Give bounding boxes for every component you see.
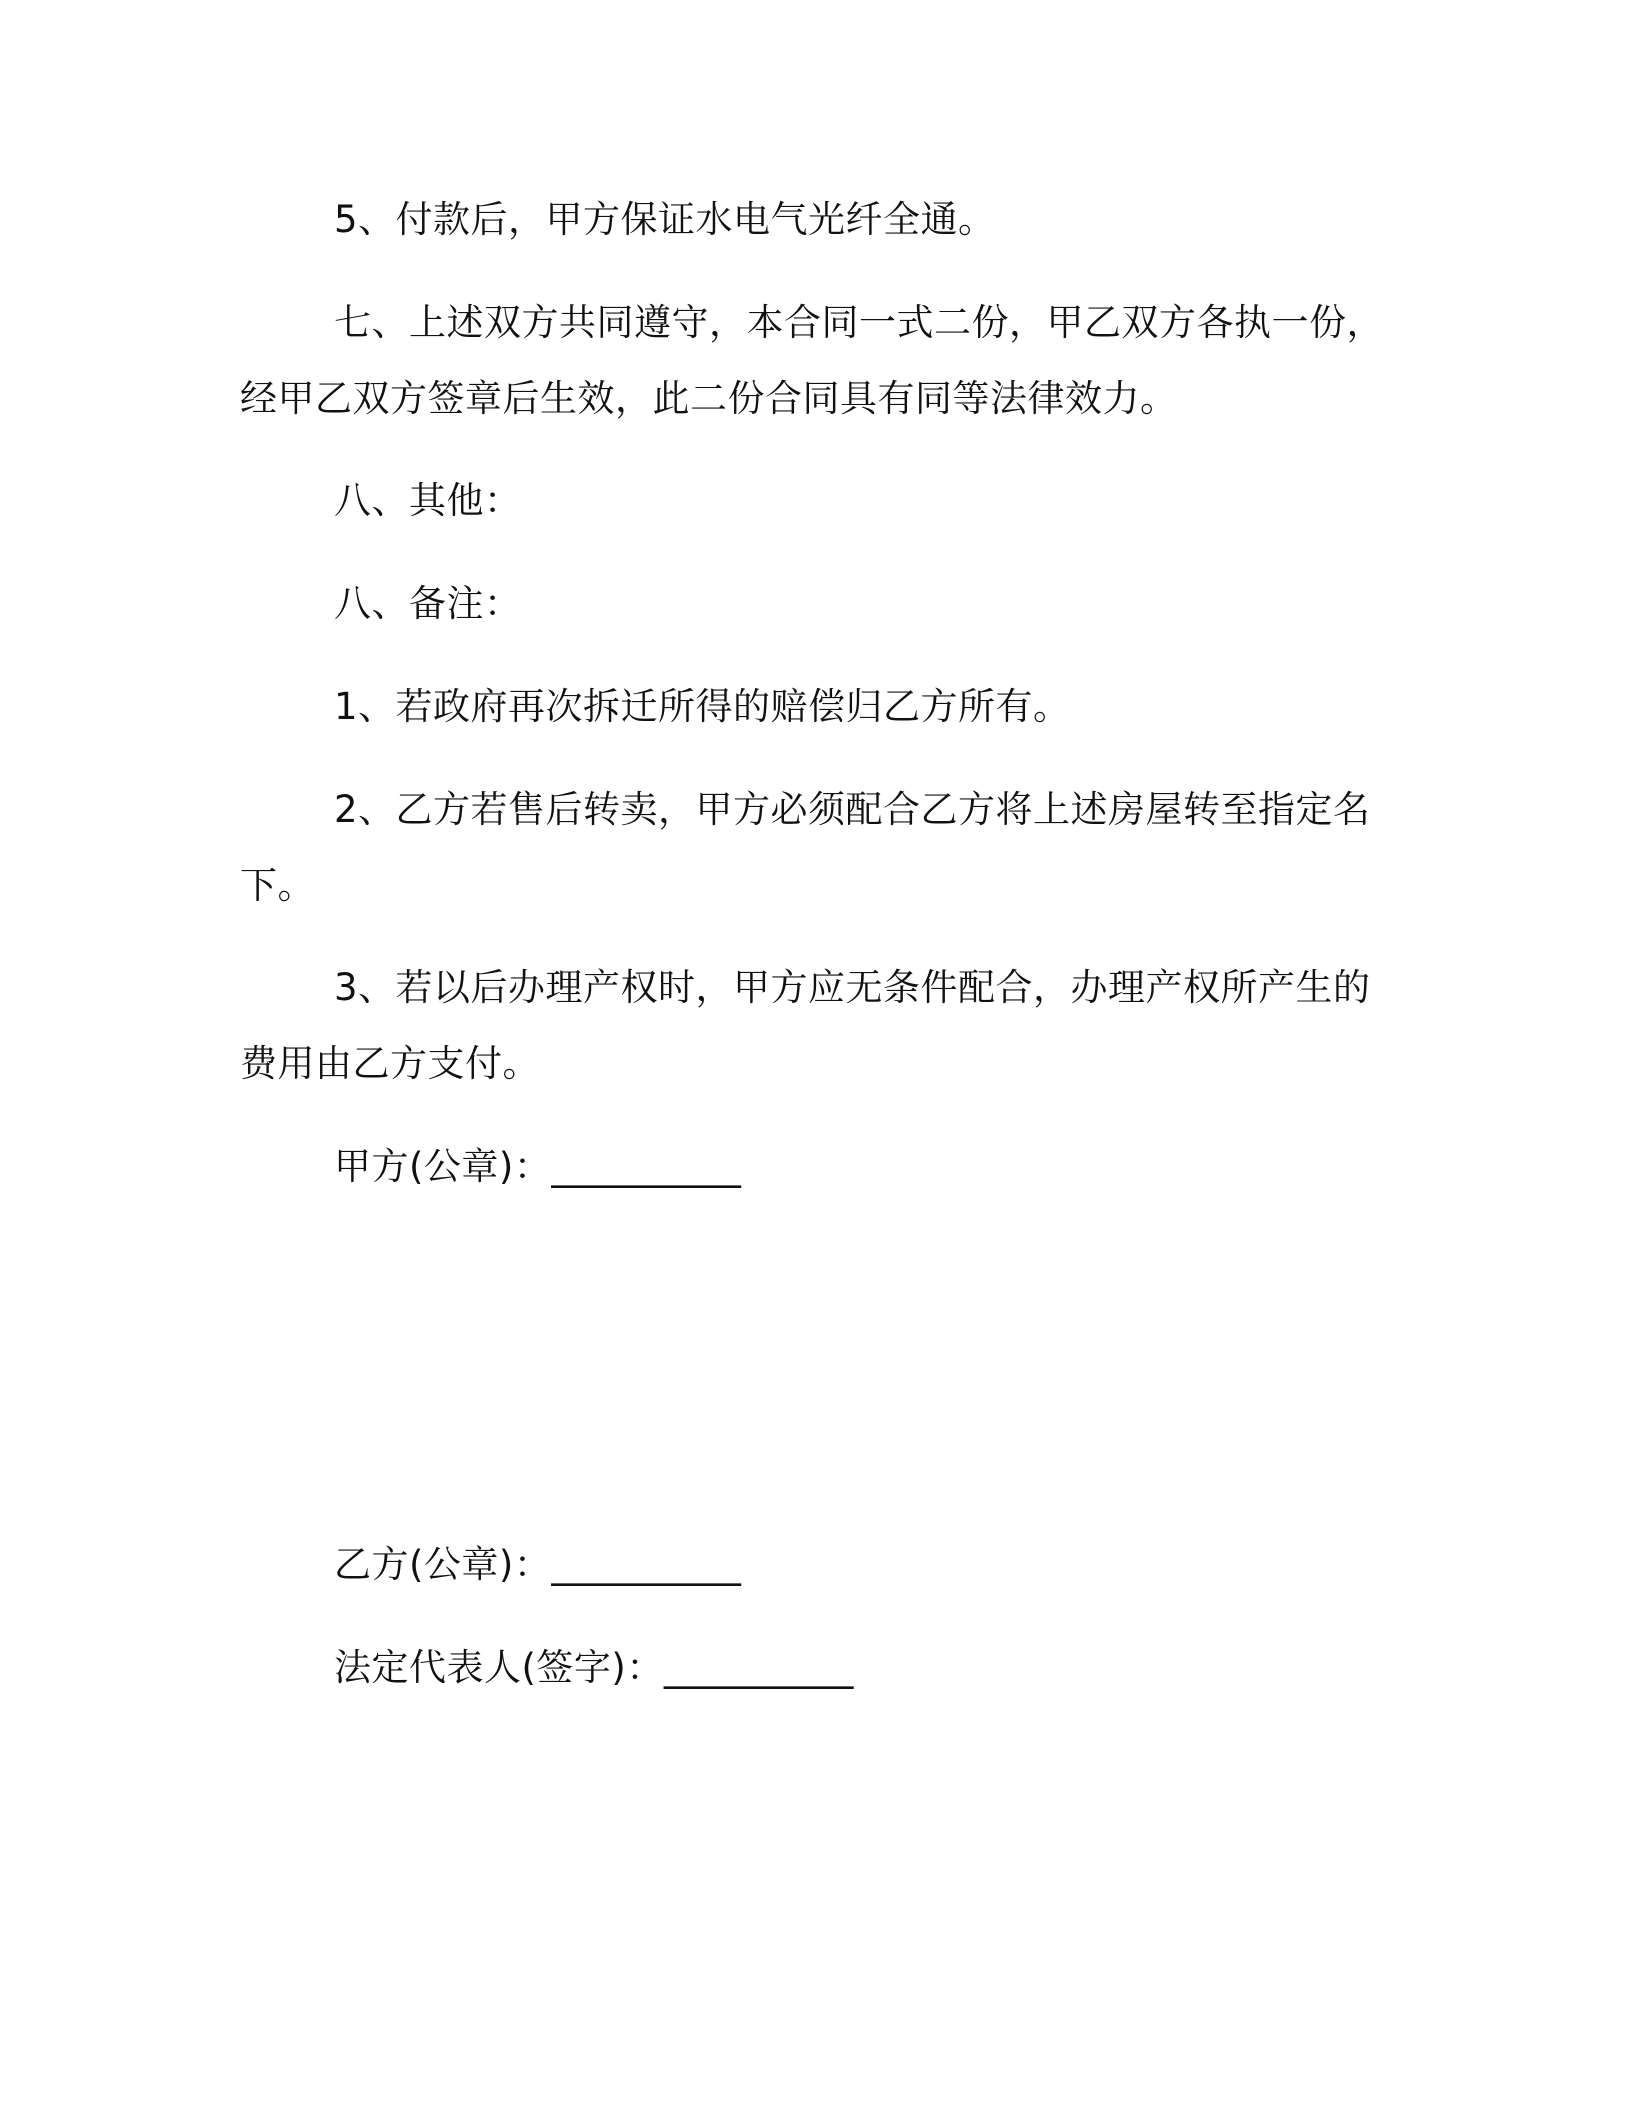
note-1: 1、若政府再次拆迁所得的赔偿归乙方所有。	[334, 685, 1071, 728]
section-8-notes-heading: 八、备注：	[334, 582, 522, 625]
note-2-line-1: 2、乙方若售后转卖，甲方必须配合乙方将上述房屋转至指定名	[334, 788, 1371, 831]
clause-section-7-line-2: 经甲乙双方签章后生效，此二份合同具有同等法律效力。	[240, 377, 1178, 420]
legal-representative-signature: 法定代表人(签字)：__________	[334, 1646, 854, 1689]
note-3-line-2: 费用由乙方支付。	[240, 1042, 540, 1085]
clause-section-7-line-1: 七、上述双方共同遵守，本合同一式二份，甲乙双方各执一份，	[334, 301, 1384, 344]
clause-item-5: 5、付款后，甲方保证水电气光纤全通。	[334, 198, 996, 241]
note-2-line-2: 下。	[240, 864, 315, 907]
note-3-line-1: 3、若以后办理产权时，甲方应无条件配合，办理产权所产生的	[334, 966, 1371, 1009]
section-8-other-heading: 八、其他：	[334, 479, 522, 522]
party-b-signature: 乙方(公章)：__________	[334, 1543, 742, 1586]
party-a-signature: 甲方(公章)：__________	[334, 1145, 742, 1188]
